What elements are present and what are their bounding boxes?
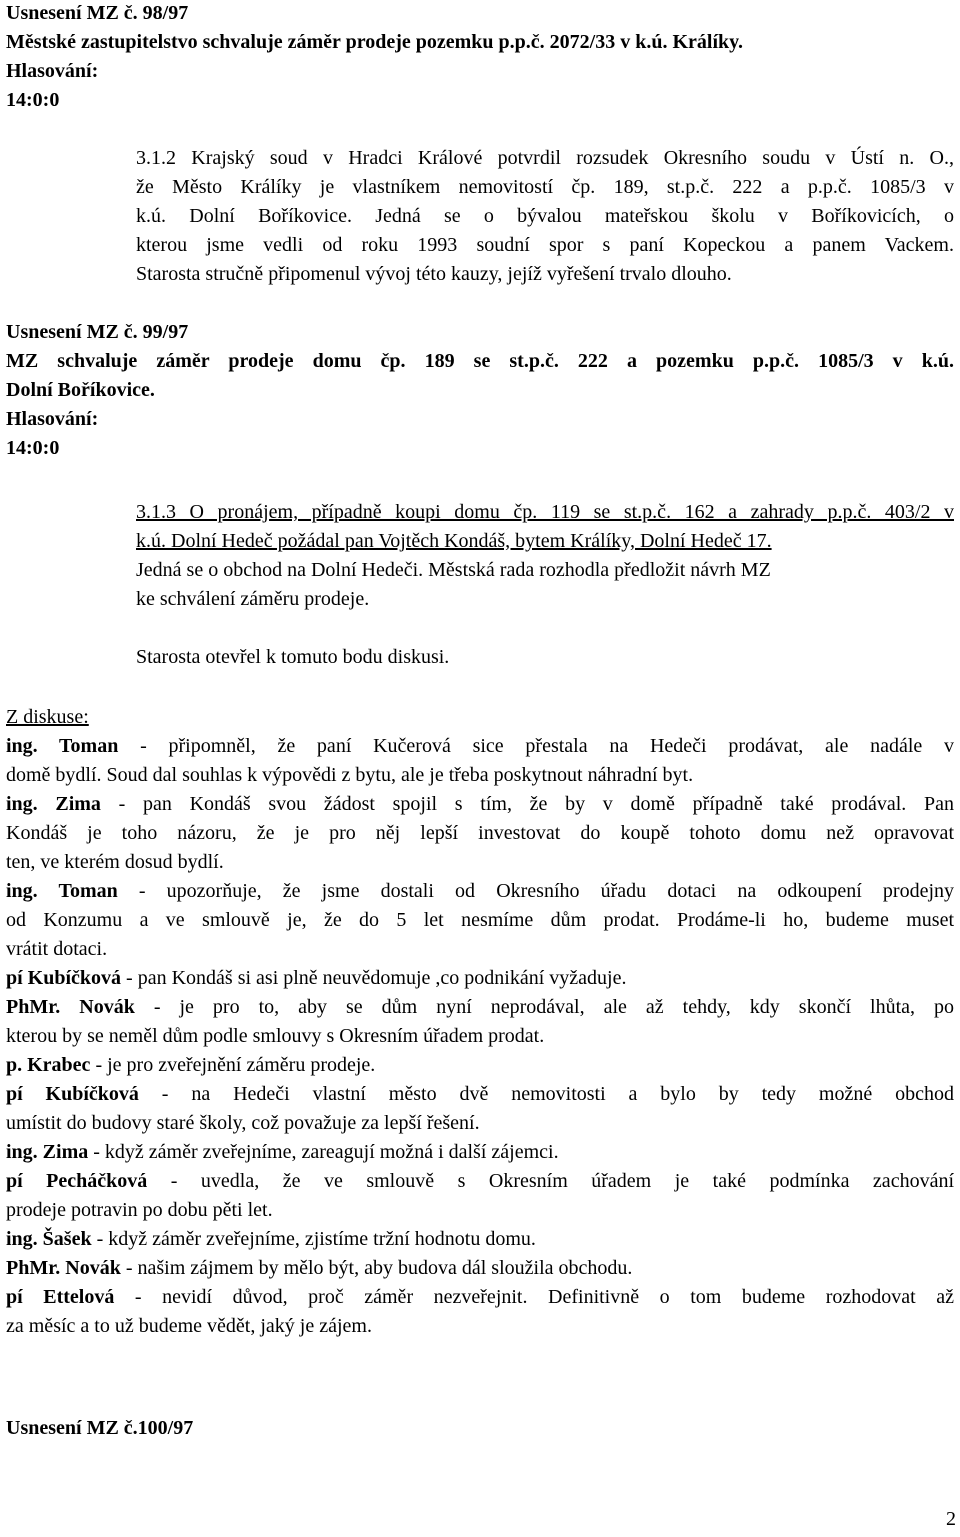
- speaker-name: ing. Šašek: [6, 1228, 92, 1250]
- discussion-line: [6, 878, 954, 905]
- item-313-line: k.ú. Dolní Hedeč požádal pan Vojtěch Kondáš, bytem Králíky, Dolní Hedeč 17.: [136, 530, 772, 552]
- speaker-name: pí Pecháčková: [6, 1170, 148, 1192]
- discussion-line: [6, 1255, 632, 1282]
- discussion-text: - uvedla, že ve smlouvě s Okresním úřadem je také podmínka zachování: [147, 1170, 954, 1192]
- speaker-name: PhMr. Novák: [6, 996, 135, 1018]
- speaker-name: pí Ettelová: [6, 1286, 115, 1308]
- discussion-text: - našim zájmem by mělo být, aby budova dál sloužila obchodu.: [120, 1257, 633, 1279]
- discussion-text: - pan Kondáš si asi plně neuvědomuje ,co podnikání vyžaduje.: [121, 967, 627, 989]
- speaker-name: p. Krabec: [6, 1054, 91, 1076]
- item-312-line: že Město Králíky je vlastníkem nemovitostí čp. 189, st.p.č. 222 a p.p.č. 1085/3 v: [136, 176, 954, 198]
- discussion-line: [6, 994, 954, 1021]
- speaker-name: pí Kubíčková: [6, 1083, 139, 1105]
- speaker-name: ing. Toman: [6, 735, 119, 757]
- discussion-line: [6, 1023, 544, 1050]
- discussion-line: [6, 1052, 375, 1079]
- discussion-text: od Konzumu a ve smlouvě je, že do 5 let nesmíme dům prodat. Prodáme-li ho, budeme muset: [6, 909, 954, 931]
- discussion-text: Kondáš je toho názoru, že je pro něj lepší investovat do koupě tohoto domu než opravovat: [6, 822, 954, 844]
- item-312-line: Starosta stručně připomenul vývoj této kauzy, jejíž vyřešení trvalo dlouho.: [136, 263, 732, 285]
- resolution-98-title: Usnesení MZ č. 98/97: [6, 2, 189, 24]
- discussion-line: [6, 1081, 954, 1108]
- discussion-line: [6, 1110, 480, 1137]
- discussion-line: [6, 965, 626, 992]
- resolution-98-text: Městské zastupitelstvo schvaluje záměr prodeje pozemku p.p.č. 2072/33 v k.ú. Králíky.: [6, 31, 744, 53]
- speaker-name: ing. Toman: [6, 880, 118, 902]
- discussion-line: [6, 907, 954, 934]
- discussion-line: [6, 1139, 559, 1166]
- discussion-text: - nevidí důvod, proč záměr nezveřejnit. Definitivně o tom budeme rozhodovat až: [114, 1286, 954, 1308]
- discussion-line: [6, 820, 954, 847]
- discussion-line: [6, 1313, 372, 1340]
- discussion-text: domě bydlí. Soud dal souhlas k výpovědi z bytu, ale je třeba poskytnout náhradní byt.: [6, 764, 694, 786]
- discussion-line: [6, 1284, 954, 1311]
- resolution-100-title: Usnesení MZ č.100/97: [6, 1417, 194, 1439]
- discussion-line: [6, 733, 954, 760]
- item-312-line: kterou jsme vedli od roku 1993 soudní spor s paní Kopeckou a panem Vackem.: [136, 234, 954, 256]
- discussion-line: [6, 791, 954, 818]
- discussion-line: [6, 762, 693, 789]
- discussion-text: - když záměr zveřejníme, zareagují možná i další zájemci.: [88, 1141, 559, 1163]
- resolution-99-vote-label: Hlasování:: [6, 408, 99, 430]
- item-312-line: k.ú. Dolní Boříkovice. Jedná se o bývalou mateřskou školu v Boříkovicích, o: [136, 205, 954, 227]
- resolution-99-title: Usnesení MZ č. 99/97: [6, 321, 189, 343]
- discussion-line: [6, 936, 107, 963]
- document-page: [6, 0, 954, 1537]
- discussion-line: [6, 1168, 954, 1195]
- page-number: 2: [946, 1508, 956, 1530]
- resolution-99-text: Dolní Boříkovice.: [6, 379, 155, 401]
- discussion-text: kterou by se neměl dům podle smlouvy s Okresním úřadem prodat.: [6, 1025, 545, 1047]
- discussion-line: [6, 849, 224, 876]
- discussion-heading: Z diskuse:: [6, 706, 89, 728]
- discussion-line: [6, 1197, 273, 1224]
- resolution-99-text: MZ schvaluje záměr prodeje domu čp. 189 se st.p.č. 222 a pozemku p.p.č. 1085/3 v k.ú.: [6, 350, 954, 372]
- speaker-name: pí Kubíčková: [6, 967, 122, 989]
- discussion-line: [6, 1226, 536, 1253]
- speaker-name: PhMr. Novák: [6, 1257, 121, 1279]
- discussion-text: - na Hedeči vlastní město dvě nemovitosti a bylo by tedy možné obchod: [138, 1083, 954, 1105]
- resolution-99-vote: 14:0:0: [6, 437, 60, 459]
- item-313-line: Jedná se o obchod na Dolní Hedeči. Městská rada rozhodla předložit návrh MZ: [136, 559, 771, 581]
- speaker-name: ing. Zima: [6, 793, 101, 815]
- item-313-line: ke schválení záměru prodeje.: [136, 588, 370, 610]
- resolution-98-vote: 14:0:0: [6, 89, 60, 111]
- item-312-line: 3.1.2 Krajský soud v Hradci Králové potvrdil rozsudek Okresního soudu v Ústí n. O.,: [136, 147, 954, 169]
- discussion-text: - upozorňuje, že jsme dostali od Okresního úřadu dotaci na odkoupení prodejny: [117, 880, 954, 902]
- discussion-text: vrátit dotaci.: [6, 938, 108, 960]
- discussion-text: ten, ve kterém dosud bydlí.: [6, 851, 224, 873]
- speaker-name: ing. Zima: [6, 1141, 89, 1163]
- discussion-text: - když záměr zveřejníme, zjistíme tržní hodnotu domu.: [91, 1228, 536, 1250]
- discussion-text: za měsíc a to už budeme vědět, jaký je zájem.: [6, 1315, 372, 1337]
- discussion-text: - připomněl, že paní Kučerová sice přestala na Hedeči prodávat, ale nadále v: [118, 735, 955, 757]
- discussion-text: umístit do budovy staré školy, což považuje za lepší řešení.: [6, 1112, 480, 1134]
- item-313-note: Starosta otevřel k tomuto bodu diskusi.: [136, 646, 450, 668]
- item-313-line: 3.1.3 O pronájem, případně koupi domu čp. 119 se st.p.č. 162 a zahrady p.p.č. 403/2 v: [136, 501, 954, 523]
- discussion-text: prodeje potravin po dobu pěti let.: [6, 1199, 273, 1221]
- discussion-text: - je pro zveřejnění záměru prodeje.: [90, 1054, 376, 1076]
- discussion-text: - pan Kondáš svou žádost spojil s tím, že by v domě případně také prodával. Pan: [100, 793, 954, 815]
- resolution-98-vote-label: Hlasování:: [6, 60, 99, 82]
- discussion-text: - je pro to, aby se dům nyní neprodával, ale až tehdy, kdy skončí lhůta, po: [134, 996, 954, 1018]
